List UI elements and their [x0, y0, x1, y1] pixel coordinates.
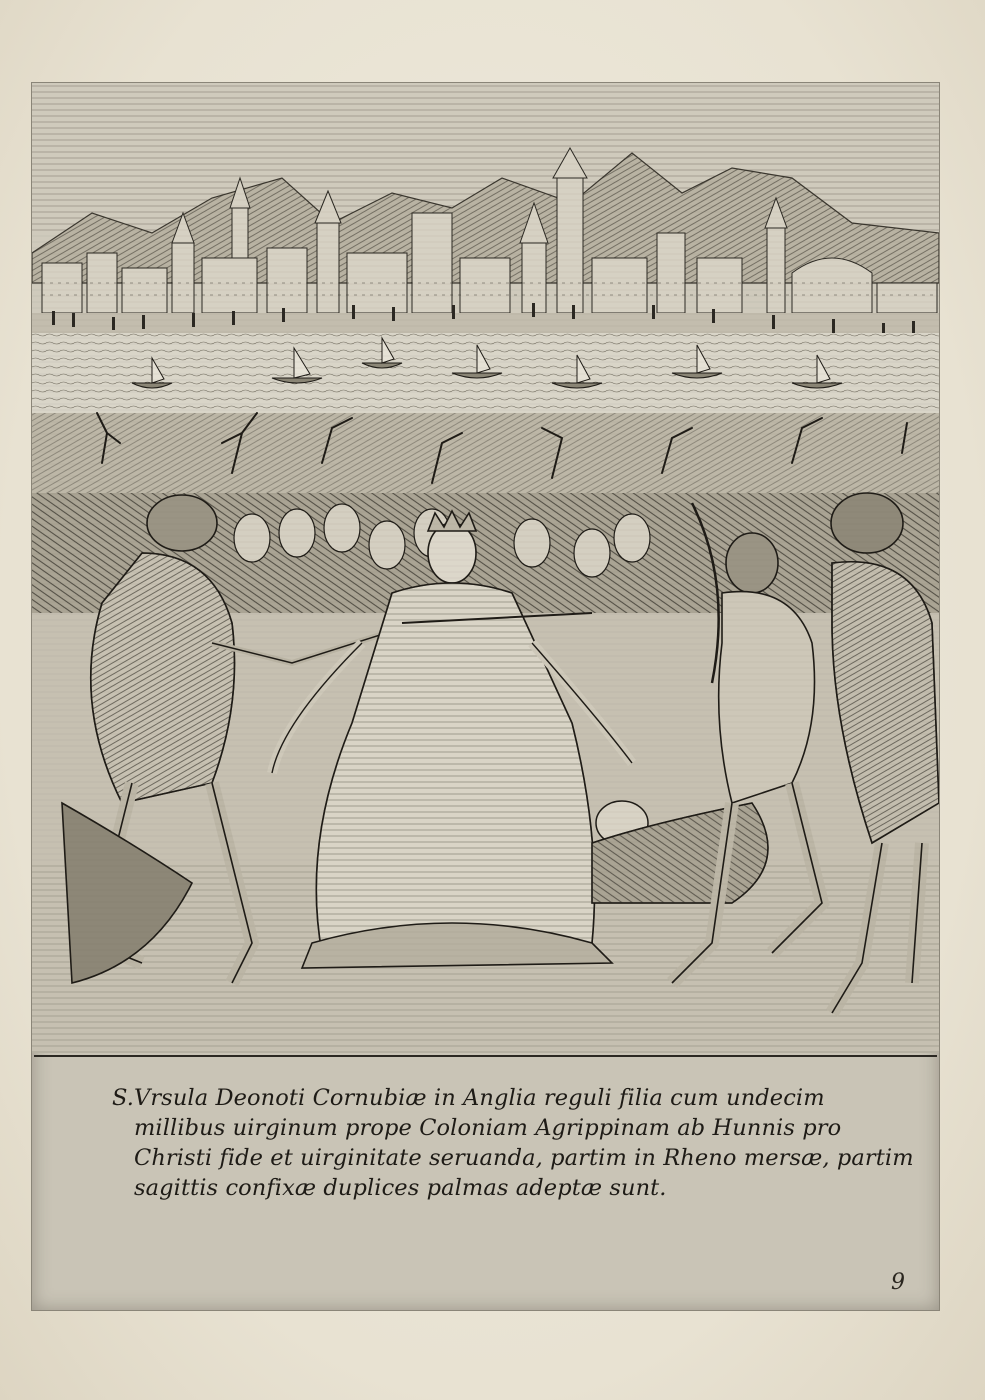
caption-line-1: S.Vrsula Deonoti Cornubiæ in Anglia reguli filia cum undecim: [112, 1085, 825, 1111]
engraving-plate: [31, 82, 940, 1311]
engraved-scene: [32, 83, 939, 1053]
caption-divider-rule: [34, 1055, 937, 1057]
plate-number: 9: [891, 1270, 905, 1295]
engraving-caption: [112, 1083, 914, 1203]
caption-line-2: millibus uirginum prope Coloniam Agrippinam ab Hunnis pro: [134, 1115, 842, 1141]
caption-line-3: Christi fide et uirginitate seruanda, partim in Rheno mersæ, partim: [134, 1145, 914, 1171]
caption-line-4: sagittis confixæ duplices palmas adeptæ sunt.: [134, 1175, 667, 1201]
